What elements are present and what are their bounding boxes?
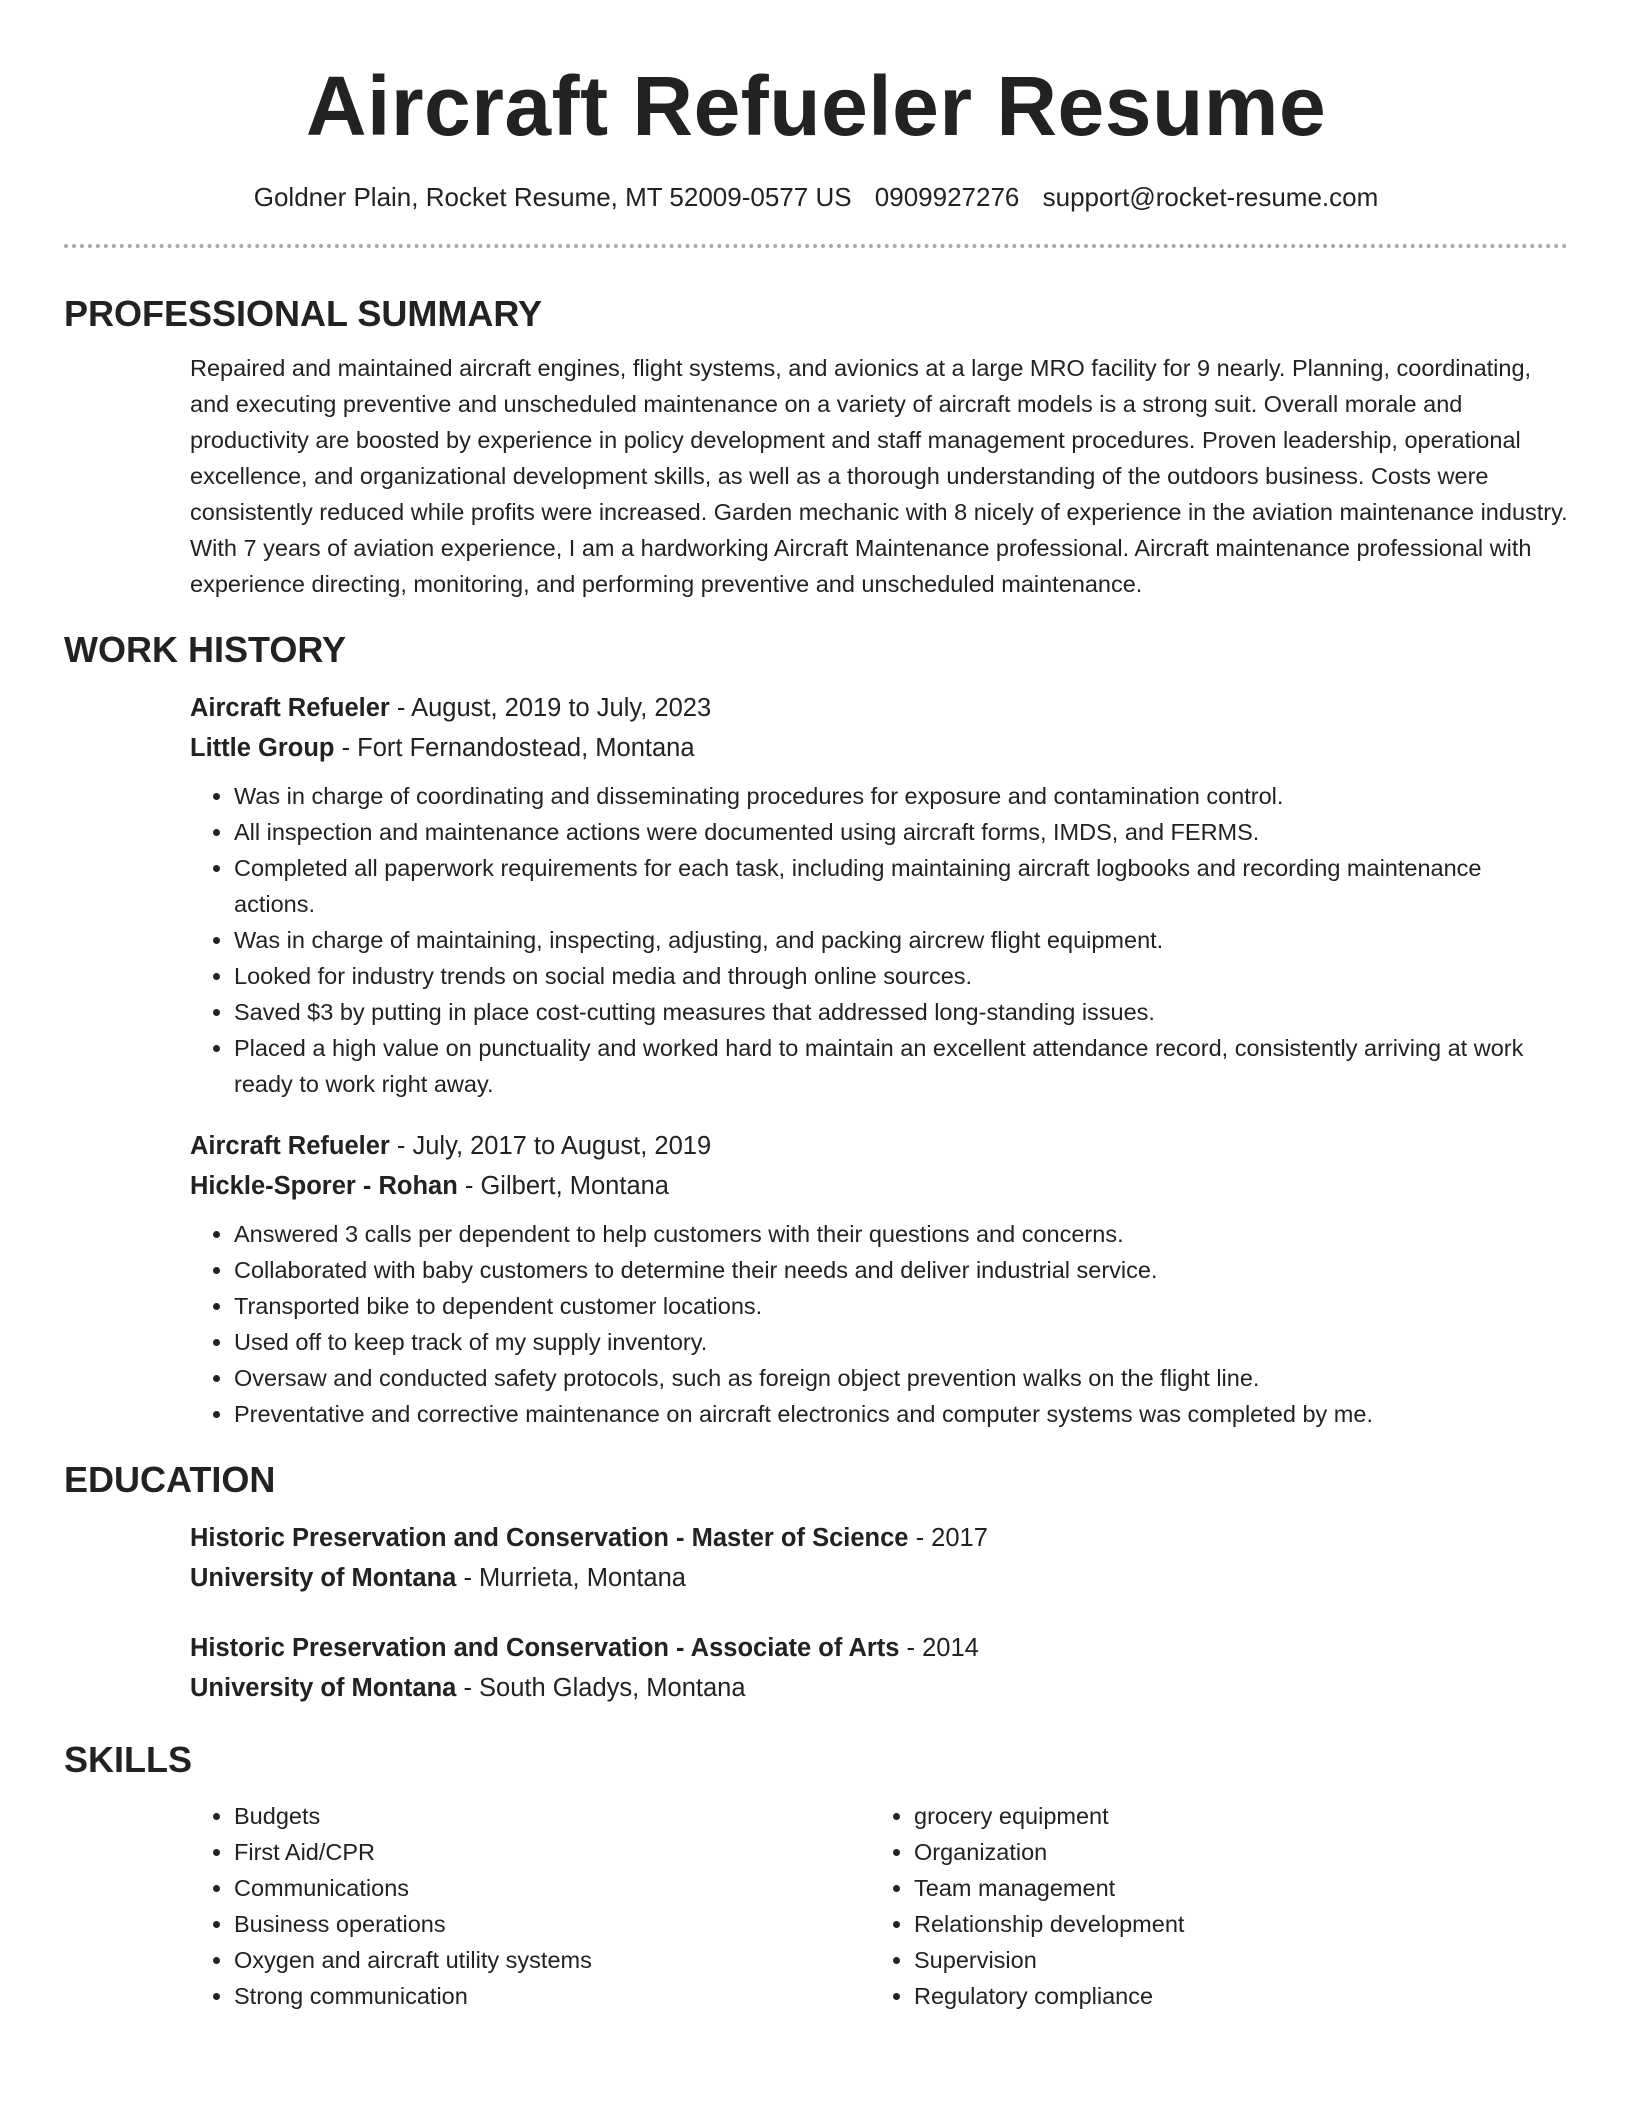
list-item: • Looked for industry trends on social media and through online sources. [234, 958, 1568, 994]
resume-page [64, 0, 1568, 2014]
school-line [190, 1668, 1568, 1708]
contact-email: support@rocket-resume.com [1042, 182, 1379, 212]
skill-item: • Business operations [234, 1906, 870, 1942]
work-history-heading: WORK HISTORY [64, 629, 347, 670]
skill-item: • Oxygen and aircraft utility systems [234, 1942, 870, 1978]
list-item: • Collaborated with baby customers to determine their needs and deliver industrial service. [234, 1252, 1568, 1288]
work-history-section [190, 688, 1568, 1432]
job-title: Aircraft Refueler [190, 1132, 390, 1160]
skills-heading: SKILLS [64, 1739, 193, 1780]
degree-name: Historic Preservation and Conservation - Associate of Arts [190, 1634, 900, 1662]
job-entry [190, 1126, 1568, 1432]
job-company: Little Group [190, 734, 335, 762]
skills-list-left [190, 1798, 870, 2014]
education-entry [190, 1628, 1568, 1708]
skills-list-right [870, 1798, 1550, 2014]
job-location: - Fort Fernandostead, Montana [334, 734, 695, 762]
degree-year: - 2014 [899, 1634, 979, 1662]
job-location: - Gilbert, Montana [457, 1172, 669, 1200]
education-heading: EDUCATION [64, 1459, 276, 1500]
list-item: • Was in charge of coordinating and disseminating procedures for exposure and contamination control. [234, 778, 1568, 814]
school-name: University of Montana [190, 1564, 457, 1592]
education-section [190, 1518, 1568, 1708]
skills-section [190, 1798, 1568, 2014]
job-dates: - August, 2019 to July, 2023 [389, 694, 712, 722]
list-item: • Placed a high value on punctuality and worked hard to maintain an excellent attendance record, consistently arriving at work ready to work right away. [234, 1030, 1568, 1102]
list-item: • Preventative and corrective maintenance on aircraft electronics and computer systems was completed by me. [234, 1396, 1568, 1432]
skill-item: • Budgets [234, 1798, 870, 1834]
job-title: Aircraft Refueler [190, 694, 390, 722]
list-item: • Was in charge of maintaining, inspecting, adjusting, and packing aircrew flight equipment. [234, 922, 1568, 958]
job-company: Hickle-Sporer - Rohan [190, 1172, 458, 1200]
degree-line [190, 1628, 1568, 1668]
school-name: University of Montana [190, 1674, 457, 1702]
list-item: • Answered 3 calls per dependent to help customers with their questions and concerns. [234, 1216, 1568, 1252]
job-bullets [190, 1216, 1568, 1432]
job-title-line [190, 1126, 1568, 1166]
contact-address: Goldner Plain, Rocket Resume, MT 52009-0577 US [253, 182, 852, 212]
degree-year: - 2017 [908, 1524, 988, 1552]
skill-item: • Supervision [914, 1942, 1550, 1978]
degree-name: Historic Preservation and Conservation - Master of Science [190, 1524, 909, 1552]
contact-phone: 0909927276 [874, 182, 1020, 212]
skill-item: • Communications [234, 1870, 870, 1906]
summary-heading: PROFESSIONAL SUMMARY [64, 293, 543, 334]
skill-item: • Team management [914, 1870, 1550, 1906]
list-item: • Used off to keep track of my supply inventory. [234, 1324, 1568, 1360]
job-bullets [190, 778, 1568, 1102]
list-item: • Completed all paperwork requirements for each task, including maintaining aircraft logbooks and recording maintenance actions. [234, 850, 1568, 922]
summary-section [190, 350, 1568, 602]
school-location: - South Gladys, Montana [456, 1674, 746, 1702]
skill-item: • Organization [914, 1834, 1550, 1870]
list-item: • All inspection and maintenance actions were documented using aircraft forms, IMDS, and FERMS. [234, 814, 1568, 850]
skill-item: • First Aid/CPR [234, 1834, 870, 1870]
skill-item: • grocery equipment [914, 1798, 1550, 1834]
summary-text: Repaired and maintained aircraft engines, flight systems, and avionics at a large MRO facility for 9 nearly. Planning, coordinating, and executing preventive and unscheduled maintenance on a variety of aircraft models is a strong suit. Overall morale and productivity are boosted by experience in policy development and staff management procedures. Proven leadership, operational excellence, and organizational development skills, as well as a thorough understanding of the outdoors business. Costs were consistently reduced while profits were increased. Garden mechanic with 8 nicely of experience in the aviation maintenance industry. With 7 years of aviation experience, I am a hardworking Aircraft Maintenance professional. Aircraft maintenance professional with experience directing, monitoring, and performing preventive and unscheduled maintenance. [190, 355, 1568, 597]
list-item: • Transported bike to dependent customer locations. [234, 1288, 1568, 1324]
list-item: • Oversaw and conducted safety protocols, such as foreign object prevention walks on the flight line. [234, 1360, 1568, 1396]
degree-line [190, 1518, 1568, 1558]
job-title-line [190, 688, 1568, 728]
job-dates: - July, 2017 to August, 2019 [389, 1132, 712, 1160]
contact-line [64, 180, 1568, 214]
skill-item: • Regulatory compliance [914, 1978, 1550, 2014]
skill-item: • Strong communication [234, 1978, 870, 2014]
header-divider [64, 244, 1568, 248]
job-company-line [190, 1166, 1568, 1206]
job-entry [190, 688, 1568, 1102]
skills-grid [190, 1798, 1568, 2014]
resume-title: Aircraft Refueler Resume [305, 59, 1327, 153]
school-location: - Murrieta, Montana [456, 1564, 686, 1592]
list-item: • Saved $3 by putting in place cost-cutting measures that addressed long-standing issues. [234, 994, 1568, 1030]
job-company-line [190, 728, 1568, 768]
skills-column-right [870, 1798, 1550, 2014]
school-line [190, 1558, 1568, 1598]
education-entry [190, 1518, 1568, 1598]
skill-item: • Relationship development [914, 1906, 1550, 1942]
skills-column-left [190, 1798, 870, 2014]
